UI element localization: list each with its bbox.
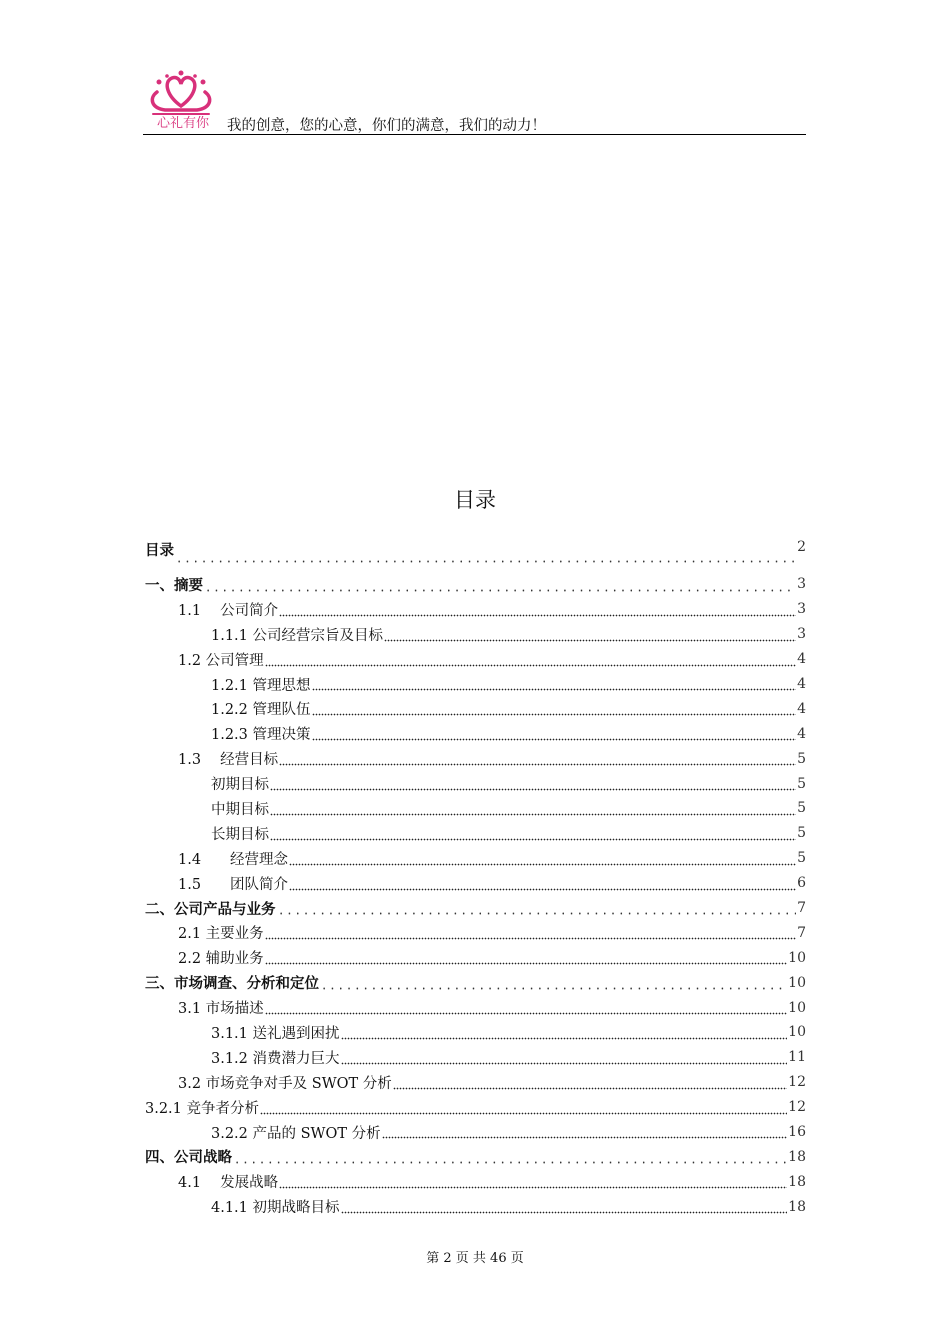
toc-entry-page: 3 — [797, 601, 806, 618]
company-logo — [145, 68, 217, 132]
table-of-contents — [145, 538, 806, 1219]
toc-entry[interactable] — [145, 1194, 806, 1219]
toc-entry[interactable] — [145, 721, 806, 746]
toc-entry[interactable] — [145, 970, 806, 995]
dot-leader — [270, 827, 796, 841]
dot-leader — [204, 578, 796, 592]
toc-entry-page: 7 — [797, 900, 806, 917]
dot-leader — [265, 1001, 788, 1015]
toc-entry-label: 1.1 公司简介 — [178, 602, 279, 619]
toc-entry-label: 3.2.2 产品的 SWOT 分析 — [211, 1125, 381, 1142]
toc-entry[interactable] — [145, 871, 806, 896]
dot-leader — [312, 677, 797, 691]
dot-leader — [265, 951, 788, 965]
toc-entry-label: 1.2.3 管理决策 — [211, 727, 311, 744]
toc-entry-label: 三、市场调查、分析和定位 — [145, 976, 319, 993]
toc-entry-page: 18 — [788, 1148, 806, 1165]
dot-leader — [289, 877, 796, 891]
toc-entry-label: 二、公司产品与业务 — [145, 901, 276, 918]
toc-entry-label: 1.4 经营理念 — [178, 851, 289, 868]
toc-entry-page: 3 — [797, 576, 806, 593]
toc-entry-page: 4 — [797, 651, 806, 668]
toc-entry[interactable] — [145, 846, 806, 871]
toc-entry[interactable] — [145, 746, 806, 771]
toc-entry[interactable] — [145, 1095, 806, 1120]
toc-entry[interactable] — [145, 597, 806, 622]
toc-entry[interactable] — [145, 538, 806, 572]
dot-leader — [341, 1051, 788, 1065]
toc-entry-label: 1.1.1 公司经营宗旨及目标 — [211, 627, 384, 644]
toc-entry-label: 3.1 市场描述 — [178, 1001, 264, 1018]
dot-leader — [277, 901, 797, 915]
toc-entry-page: 5 — [797, 750, 806, 767]
dot-leader — [312, 727, 797, 741]
toc-entry-label: 2.2 辅助业务 — [178, 951, 264, 968]
toc-entry[interactable] — [145, 1120, 806, 1145]
toc-title: 目录 — [454, 488, 496, 512]
toc-entry-page: 10 — [788, 999, 806, 1016]
toc-entry[interactable] — [145, 995, 806, 1020]
toc-entry-page: 4 — [797, 700, 806, 717]
toc-entry[interactable] — [145, 1169, 806, 1194]
toc-entry-label: 长期目标 — [211, 826, 269, 843]
dot-leader — [265, 653, 796, 667]
header-slogan: 我的创意，您的心意，你们的满意，我们的动力！ — [227, 118, 546, 134]
toc-entry-label: 3.1.1 送礼遇到困扰 — [211, 1025, 340, 1042]
toc-entry[interactable] — [145, 1070, 806, 1095]
toc-entry-page: 12 — [788, 1099, 806, 1116]
toc-entry-label: 中期目标 — [211, 801, 269, 818]
toc-entry-page: 5 — [797, 850, 806, 867]
toc-entry[interactable] — [145, 672, 806, 697]
dot-leader — [260, 1101, 787, 1115]
dot-leader — [382, 1125, 788, 1139]
logo-text: 心礼有你 — [157, 116, 210, 131]
toc-entry[interactable] — [145, 572, 806, 597]
dot-leader — [393, 1076, 787, 1090]
toc-entry-page: 5 — [797, 800, 806, 817]
dot-leader — [384, 628, 796, 642]
dot-leader — [279, 1175, 787, 1189]
toc-entry[interactable] — [145, 1144, 806, 1169]
toc-entry[interactable] — [145, 696, 806, 721]
toc-entry-page: 4 — [797, 725, 806, 742]
dot-leader — [279, 752, 796, 766]
toc-entry[interactable] — [145, 771, 806, 796]
toc-entry-page: 10 — [788, 974, 806, 991]
toc-entry-page: 3 — [797, 626, 806, 643]
toc-entry-label: 3.2.1 竞争者分析 — [145, 1100, 260, 1117]
dot-leader — [270, 777, 796, 791]
toc-entry[interactable] — [145, 896, 806, 921]
dot-leader — [279, 603, 796, 617]
dot-leader — [320, 976, 787, 990]
dot-leader — [265, 926, 796, 940]
toc-entry-page: 18 — [788, 1198, 806, 1215]
toc-entry-page: 16 — [788, 1124, 806, 1141]
toc-entry-label: 四、公司战略 — [145, 1150, 232, 1167]
toc-entry-page: 12 — [788, 1074, 806, 1091]
toc-entry-label: 目录 — [145, 543, 174, 559]
toc-entry[interactable] — [145, 647, 806, 672]
toc-entry-page: 11 — [788, 1049, 806, 1066]
dot-leader — [341, 1200, 788, 1214]
dot-leader — [175, 549, 796, 563]
toc-entry[interactable] — [145, 821, 806, 846]
toc-entry-label: 1.2 公司管理 — [178, 652, 264, 669]
dot-leader — [270, 802, 796, 816]
toc-entry-page: 10 — [788, 949, 806, 966]
toc-entry-page: 6 — [797, 875, 806, 892]
toc-entry-label: 4.1.1 初期战略目标 — [211, 1200, 340, 1217]
toc-entry-page: 2 — [797, 539, 806, 555]
page-footer: 第 2 页 共 46 页 — [426, 1251, 524, 1266]
heart-crown-logo-icon — [145, 68, 217, 118]
dot-leader — [233, 1150, 787, 1164]
toc-entry-label: 一、摘要 — [145, 577, 203, 594]
toc-entry-label: 3.2 市场竞争对手及 SWOT 分析 — [178, 1075, 392, 1092]
toc-entry[interactable] — [145, 796, 806, 821]
dot-leader — [312, 702, 797, 716]
dot-leader — [289, 852, 796, 866]
toc-entry-page: 4 — [797, 676, 806, 692]
dot-leader — [341, 1026, 788, 1040]
page-header — [143, 66, 806, 135]
toc-entry-page: 7 — [797, 924, 806, 941]
toc-entry-page: 18 — [788, 1173, 806, 1190]
toc-entry-page: 5 — [797, 825, 806, 842]
toc-entry-label: 1.5 团队简介 — [178, 876, 289, 893]
toc-entry-label: 初期目标 — [211, 777, 269, 794]
toc-entry-label: 1.3 经营目标 — [178, 752, 279, 769]
toc-entry-label: 4.1 发展战略 — [178, 1175, 279, 1192]
toc-entry[interactable] — [145, 1045, 806, 1070]
toc-entry-label: 2.1 主要业务 — [178, 926, 264, 943]
toc-entry-page: 5 — [797, 775, 806, 792]
toc-entry-label: 1.2.1 管理思想 — [211, 677, 311, 694]
toc-entry[interactable] — [145, 945, 806, 970]
toc-entry[interactable] — [145, 622, 806, 647]
toc-entry-page: 10 — [788, 1024, 806, 1041]
toc-entry-label: 1.2.2 管理队伍 — [211, 702, 311, 719]
toc-entry[interactable] — [145, 1020, 806, 1045]
toc-entry[interactable] — [145, 920, 806, 945]
toc-entry-label: 3.1.2 消费潜力巨大 — [211, 1050, 340, 1067]
